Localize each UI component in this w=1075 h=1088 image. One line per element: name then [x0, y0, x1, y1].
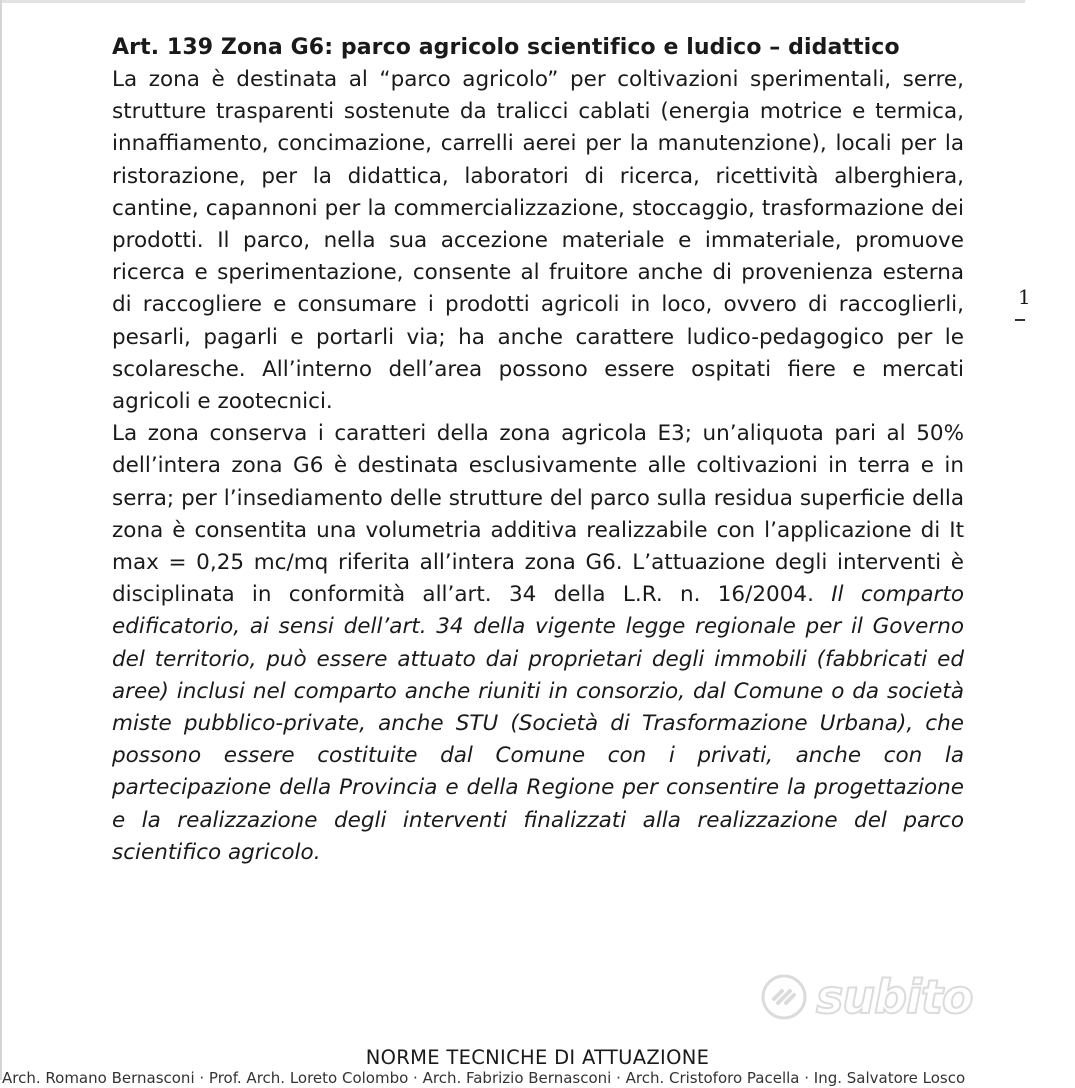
margin-page-dash	[1015, 319, 1025, 321]
subito-watermark	[760, 968, 975, 1026]
article-paragraph-2	[112, 418, 964, 869]
watermark-text: subito	[816, 970, 973, 1024]
paragraph-2-italic-text: Il comparto edificatorio, ai sensi dell’art. 34 della vigente legge regionale per il Governo del territorio, può essere attuato dai proprietari degli immobili (fabbricati ed aree) inclusi nel comparto anche riuniti in consorzio, dal Comune o da società miste pubblico-private, anche STU (Società di Trasformazione Urbana), che possono essere costituite dal Comune con i privati, anche con la partecipazione della Provincia e della Regione per consentire la progettazione e la realizzazione degli interventi finalizzati alla realizzazione del parco scientifico agricolo.	[112, 582, 964, 865]
subito-logo-icon	[760, 973, 808, 1021]
document-page	[112, 32, 964, 869]
article-title: Art. 139 Zona G6: parco agricolo scientifico e ludico – didattico	[112, 35, 900, 60]
paragraph-2-regular-text: La zona conserva i caratteri della zona agricola E3; un’aliquota pari al 50% dell’intera zona G6 è destinata esclusivamente alle coltivazioni in terra e in serra; per l’insediamento delle strutture del parco sulla residua superficie della zona è consentita una volumetria additiva realizzabile con l’applicazione di It max = 0,25 mc/mq riferita all’intera zona G6. L’attuazione degli interventi è disciplinata in conformità all’art. 34 della L.R. n. 16/2004.	[112, 421, 964, 608]
footer-credits	[0, 1069, 1025, 1087]
top-rule	[0, 0, 1025, 3]
margin-page-mark	[1014, 285, 1031, 325]
footer-credits-text: Arch. Romano Bernasconi · Prof. Arch. Loreto Colombo · Arch. Fabrizio Bernasconi · Arch. Cristoforo Pacella · Ing. Salvatore Losco	[2, 1069, 966, 1087]
article-paragraph-1: La zona è destinata al “parco agricolo” per coltivazioni sperimentali, serre, strutture trasparenti sostenute da tralicci cablati (energia motrice e termica, innaffiamento, concimazione, carrelli aerei per la manutenzione), locali per la ristorazione, per la didattica, laboratori di ricerca, ricettività alberghiera, cantine, capannoni per la commercializzazione, stoccaggio, trasformazione dei prodotti. Il parco, nella sua accezione materiale e immateriale, promuove ricerca e sperimentazione, consente al fruitore anche di provenienza esterna di raccogliere e consumare i prodotti agricoli in loco, ovvero di raccoglierli, pesarli, pagarli e portarli via; ha anche carattere ludico-pedagogico per le scolaresche. All’interno dell’area possono essere ospitati fiere e mercati agricoli e zootecnici.	[112, 67, 964, 415]
margin-page-digit: 1	[1018, 285, 1031, 309]
page-left-edge	[0, 0, 2, 1080]
footer-title: NORME TECNICHE DI ATTUAZIONE	[365, 1046, 710, 1069]
